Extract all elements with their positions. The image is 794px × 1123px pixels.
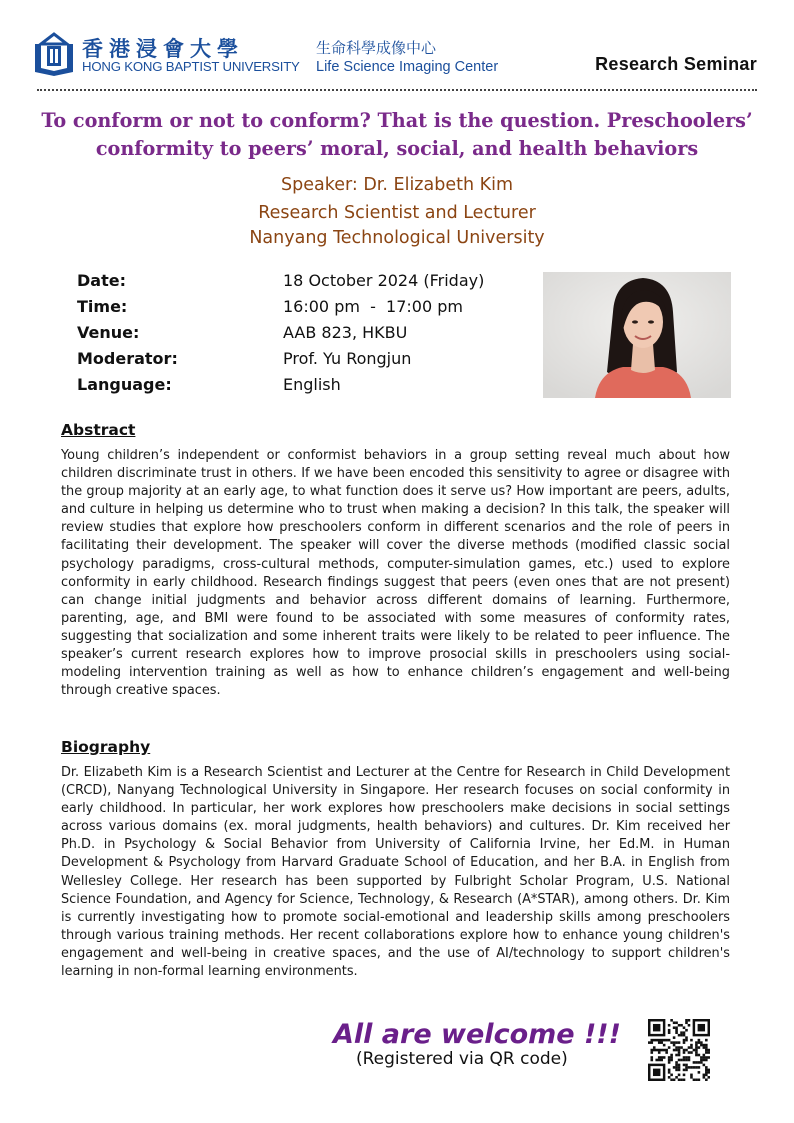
header-divider <box>37 89 757 91</box>
time-value: 16:00 pm - 17:00 pm <box>283 297 463 316</box>
time-row <box>77 297 517 323</box>
speaker-affiliation: Nanyang Technological University <box>249 228 545 248</box>
university-name-en: HONG KONG BAPTIST UNIVERSITY <box>82 59 300 74</box>
language-row <box>77 375 517 401</box>
venue-value: AAB 823, HKBU <box>283 323 408 342</box>
registration-note: (Registered via QR code) <box>356 1049 568 1069</box>
moderator-label: Moderator: <box>77 349 178 368</box>
date-value: 18 October 2024 (Friday) <box>283 271 485 290</box>
event-type: Research Seminar <box>595 54 757 74</box>
moderator-value: Prof. Yu Rongjun <box>283 349 412 368</box>
center-name-zh: 生命科學成像中心 <box>316 39 437 57</box>
qr-code-icon[interactable] <box>648 1019 710 1081</box>
center-name-en: Life Science Imaging Center <box>316 59 499 75</box>
language-label: Language: <box>77 375 172 394</box>
speaker-photo <box>543 272 731 398</box>
speaker-position: Research Scientist and Lecturer <box>258 203 536 223</box>
biography-text: Dr. Elizabeth Kim is a Research Scientist and Lecturer at the Centre for Research in Child Development (CRCD), Nanyang Technological University in Singapore. Her research focuses on social conformity in early childhood. In particular, her work explores how preschoolers make decisions in social settings across various domains (ex. moral judgments, health behaviors) and cultures. Dr. Kim received her Ph.D. in Psychology & Social Behavior from University of California Irvine, her Ed.M. in Human Development & Psychology from Harvard Graduate School of Education, and her B.A. in English from Wellesley College. Her research has been supported by Fulbright Scholar Program, U.S. National Science Foundation, and Agency for Science, Technology, & Research (A*STAR), among others. Dr. Kim is currently investigating how to promote social-emotional and leadership skills among preschoolers through various training methods. Her recent collaborations explore how to enhance young children's engagement and well-being in creative spaces, and the use of AI/technology to support children's learning in non-formal learning environments. <box>61 765 730 980</box>
welcome-text: All are welcome !!! <box>333 1019 621 1050</box>
venue-label: Venue: <box>77 323 140 342</box>
venue-row <box>77 323 517 349</box>
date-label: Date: <box>77 271 126 290</box>
hkbu-logo-icon <box>33 32 75 76</box>
university-name-zh: 香港浸會大學 <box>82 37 244 61</box>
date-row <box>77 271 517 297</box>
biography-heading: Biography <box>61 738 151 756</box>
abstract-heading: Abstract <box>61 421 136 439</box>
event-details <box>77 271 517 401</box>
moderator-row <box>77 349 517 375</box>
seminar-title: To conform or not to conform? That is the question. Preschoolers’ conformity to peers’ moral, social, and health behaviors <box>41 109 753 160</box>
speaker-name: Speaker: Dr. Elizabeth Kim <box>281 175 513 195</box>
time-label: Time: <box>77 297 128 316</box>
page-header <box>0 0 794 90</box>
abstract-text: Young children’s independent or conformist behaviors in a group setting reveal much about how children discriminate trust in others. If we have been encoded this sensitivity to agree or disagree with the group majority at an early age, to what function does it serve us? How important are peers, adults, and culture in helping us determine who to trust when making a decision? In this talk, the speaker will review studies that explore how preschoolers conform in different scenarios and the role of peers in facilitating their development. The speaker will cover the diverse methods (modified classic social psychology paradigms, cross-cultural methods, computer-simulation games, etc.) used to explore conformity in early childhood. Research findings suggest that peers (even ones that are not present) can change initial judgments and behavior across different domains of learning. Furthermore, parenting, age, and BMI were found to be associated with some measures of conformity rates, suggesting that socialization and some inherent traits were likely to be related to peer influence. The speaker’s current research explores how to improve prosocial skills in preschoolers using social-modeling intervention training as well as how to enhance children’s engagement and well-being through creative spaces. <box>61 448 730 699</box>
language-value: English <box>283 375 341 394</box>
